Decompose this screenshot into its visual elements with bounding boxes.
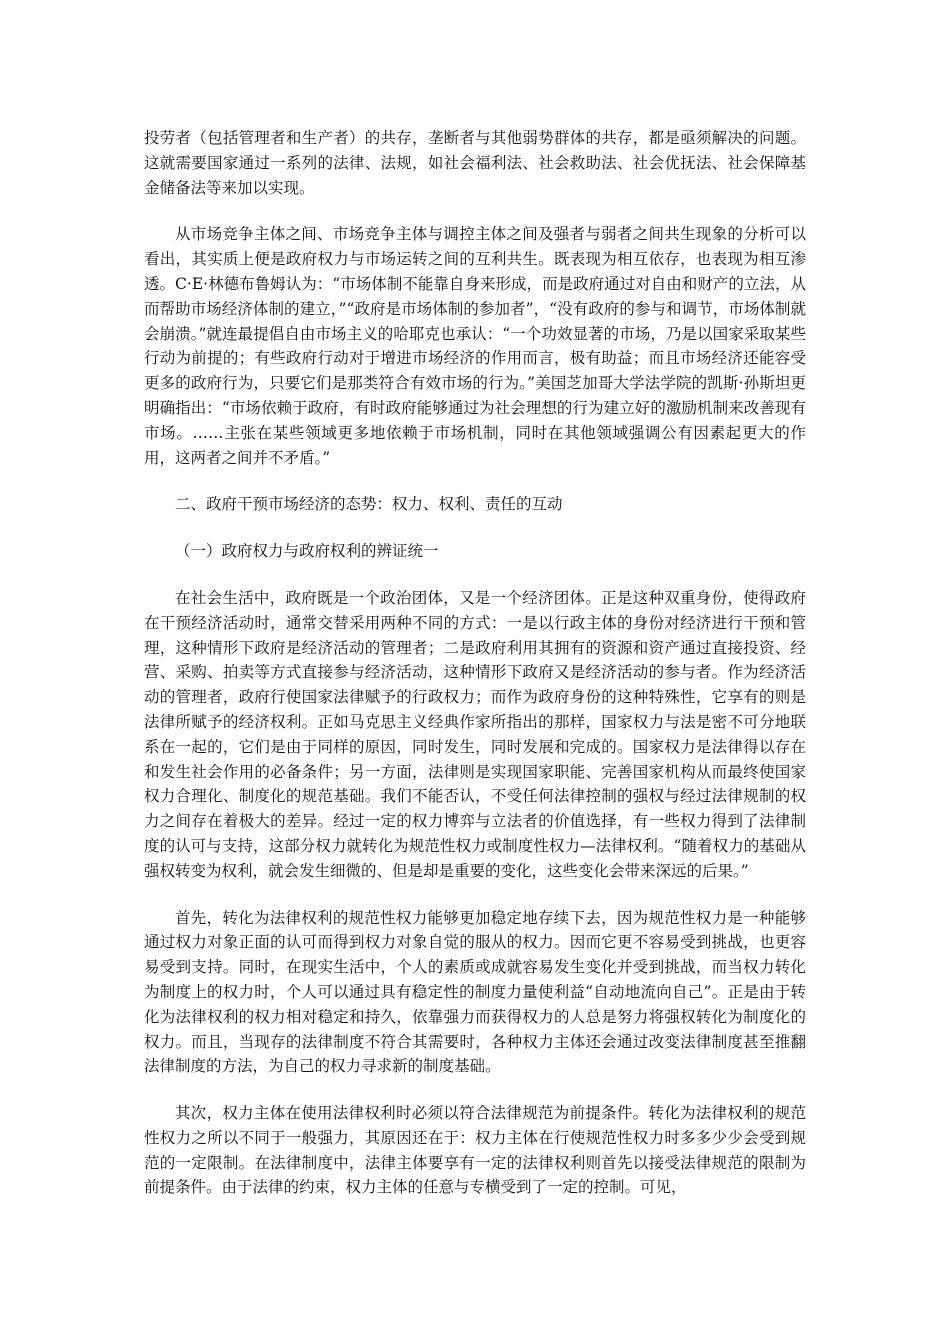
paragraph-gap <box>144 470 806 492</box>
paragraph-gap <box>144 884 806 906</box>
subsection-heading: （一）政府权力与政府权利的辨证统一 <box>175 542 439 561</box>
paragraph-gap <box>144 200 806 222</box>
paragraph-gap <box>144 564 806 586</box>
paragraph-market-symbiosis: 从市场竞争主体之间、市场竞争主体与调控主体之间及强者与弱者之间共生现象的分析可以看出，其实质上便是政府权力与市场运转之间的互利共生。既表现为相互依存，也表现为相互渗透。C·E·林德布鲁姆认为：“市场体制不能靠自身来形成，而是政府通过对自由和财产的立法，从而帮助市场经济体制的建立，”“政府是市场体制的参加者”，“没有政府的参与和调节，市场体制就会崩溃。”就连最提倡自由市场主义的哈耶克也承认：“一个功效显著的市场，乃是以国家采取某些行动为前提的；有些政府行动对于增进市场经济的作用而言，极有助益；而且市场经济还能容受更多的政府行为，只要它们是那类符合有效市场的行为。”美国芝加哥大学法学院的凯斯·孙斯坦更明确指出：“市场依赖于政府，有时政府能够通过为社会理想的行为建立好的激励机制来改善现有市场。……主张在某些领域更多地依赖于市场机制，同时在其他领域强调公有因素起更大的作用，这两者之间并不矛盾。” <box>144 225 806 467</box>
section-heading: 二、政府干预市场经济的态势：权力、权利、责任的互动 <box>175 495 563 514</box>
paragraph-gap <box>144 1079 806 1101</box>
paragraph-second-point: 其次，权力主体在使用法律权利时必须以符合法律规范为前提条件。转化为法律权利的规范性权力之所以不同于一般强力，其原因还在于：权力主体在行使规范性权力时多多少少会受到规范的一定限制。在法律制度中，法律主体要享有一定的法律权利则首先以接受法律规范的限制为前提条件。由于法律的约束，权力主体的任意与专横受到了一定的控制。可见， <box>144 1104 806 1197</box>
paragraph-government-dual-role: 在社会生活中，政府既是一个政治团体，又是一个经济团体。正是这种双重身份，使得政府在干预经济活动时，通常交替采用两种不同的方式：一是以行政主体的身份对经济进行干预和管理，这种情形下政府是经济活动的管理者；二是政府利用其拥有的资源和资产通过直接投资、经营、采购、拍卖等方式直接参与经济活动，这种情形下政府又是经济活动的参与者。作为经济活动的管理者，政府行使国家法律赋予的行政权力；而作为政府身份的这种特殊性，它享有的则是法律所赋予的经济权利。正如马克思主义经典作家所指出的那样，国家权力与法是密不可分地联系在一起的，它们是由于同样的原因，同时发生，同时发展和完成的。国家权力是法律得以存在和发生社会作用的必备条件；另一方面，法律则是实现国家职能、完善国家机构从而最终使国家权力合理化、制度化的规范基础。我们不能否认，不受任何法律控制的强权与经过法律规制的权力之间存在着极大的差异。经过一定的权力博弈与立法者的价值选择，有一些权力得到了法律制度的认可与支持，这部分权力就转化为规范性权力或制度性权力—法律权利。“随着权力的基础从强权转变为权利，就会发生细微的、但是却是重要的变化，这些变化会带来深远的后果。” <box>144 588 806 880</box>
paragraph-gap <box>144 517 806 539</box>
paragraph-first-point: 首先，转化为法律权利的规范性权力能够更加稳定地存续下去，因为规范性权力是一种能够通过权力对象正面的认可而得到权力对象自觉的服从的权力。因而它更不容易受到挑战，也更容易受到支持。同时，在现实生活中，个人的素质或成就容易发生变化并受到挑战，而当权力转化为制度上的权力时，个人可以通过具有稳定性的制度力量使利益“自动地流向自己”。正是由于转化为法律权利的权力相对稳定和持久，依靠强力而获得权力的人总是努力将强权转化为制度化的权力。而且，当现存的法律制度不符合其需要时，各种权力主体还会通过改变法律制度甚至推翻法律制度的方法，为自己的权力寻求新的制度基础。 <box>144 908 806 1076</box>
paragraph-continued: 投劳者（包括管理者和生产者）的共存，垄断者与其他弱势群体的共存，都是亟须解决的问题。这就需要国家通过一系列的法律、法规，如社会福利法、社会救助法、社会优抚法、社会保障基金储备法等来加以实现。 <box>144 129 806 197</box>
document-page <box>144 126 806 1200</box>
